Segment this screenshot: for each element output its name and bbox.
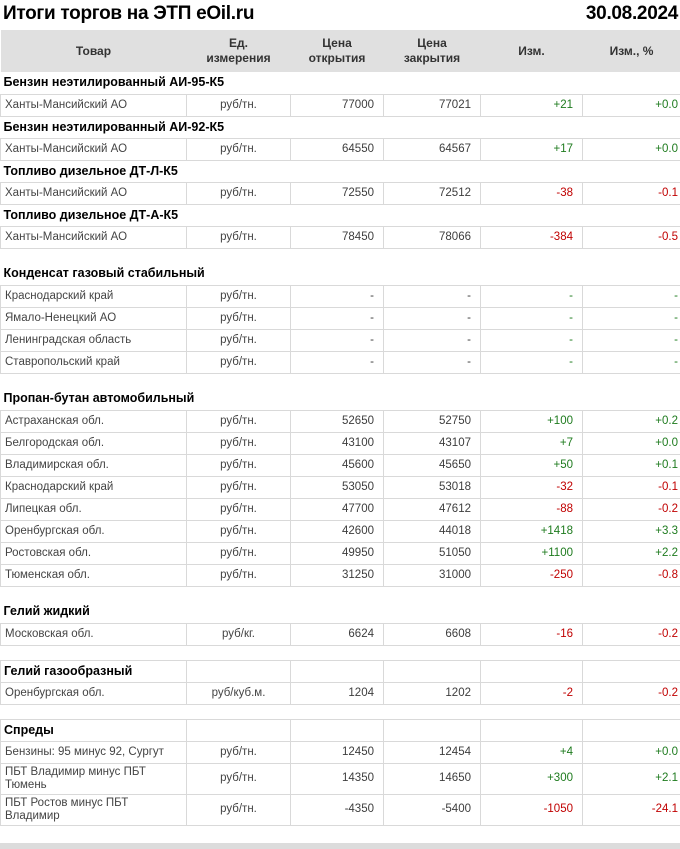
page-title: Итоги торгов на ЭТП eOil.ru: [3, 3, 255, 24]
section-header-empty-cell: [481, 719, 583, 741]
product-region-cell: Астраханская обл.: [1, 410, 187, 432]
close-price-cell: 64567: [384, 138, 481, 160]
spacer-row: [1, 586, 680, 601]
column-header-label: Цена закрытия: [403, 36, 461, 65]
unit-cell: руб/тн.: [187, 285, 291, 307]
column-header-unit: [187, 30, 291, 72]
column-header-open-price: [291, 30, 384, 72]
unit-cell: руб/тн.: [187, 794, 291, 825]
section-header-row: [1, 660, 680, 682]
change-cell: -: [481, 285, 583, 307]
change-pct-cell: -: [583, 329, 680, 351]
spacer-cell: [1, 248, 680, 263]
close-price-cell: 51050: [384, 542, 481, 564]
change-pct-cell: +2.2: [583, 542, 680, 564]
table-row: [1, 410, 680, 432]
section-header-empty-cell: [583, 660, 680, 682]
product-region-cell: Ростовская обл.: [1, 542, 187, 564]
table-row: [1, 794, 680, 825]
change-cell: +7: [481, 432, 583, 454]
table-row: [1, 94, 680, 116]
table-row: [1, 285, 680, 307]
close-price-cell: -: [384, 351, 481, 373]
product-region-cell: Ханты-Мансийский АО: [1, 226, 187, 248]
product-region-cell: Краснодарский край: [1, 285, 187, 307]
section-header-empty-cell: [291, 719, 384, 741]
table-row: [1, 351, 680, 373]
section-header-empty-cell: [187, 719, 291, 741]
section-header-row: [1, 388, 680, 410]
change-cell: -384: [481, 226, 583, 248]
change-pct-cell: +0.0: [583, 432, 680, 454]
change-cell: +17: [481, 138, 583, 160]
change-cell: -88: [481, 498, 583, 520]
change-pct-cell: -: [583, 285, 680, 307]
close-price-cell: 14650: [384, 763, 481, 794]
unit-cell: руб/тн.: [187, 741, 291, 763]
section-header-row: [1, 204, 680, 226]
close-price-cell: 52750: [384, 410, 481, 432]
change-cell: +4: [481, 741, 583, 763]
change-cell: -32: [481, 476, 583, 498]
open-price-cell: -: [291, 307, 384, 329]
open-price-cell: 64550: [291, 138, 384, 160]
table-row: [1, 226, 680, 248]
product-region-cell: Бензины: 95 минус 92, Сургут: [1, 741, 187, 763]
product-region-cell: Ленинградская область: [1, 329, 187, 351]
spacer-cell: [1, 645, 680, 660]
table-row: [1, 138, 680, 160]
table-header: [1, 30, 680, 72]
product-region-cell: Ямало-Ненецкий АО: [1, 307, 187, 329]
close-price-cell: 43107: [384, 432, 481, 454]
open-price-cell: 14350: [291, 763, 384, 794]
change-cell: -1050: [481, 794, 583, 825]
table-row: [1, 498, 680, 520]
unit-cell: руб/тн.: [187, 138, 291, 160]
open-price-cell: 49950: [291, 542, 384, 564]
spacer-cell: [1, 586, 680, 601]
unit-cell: руб/куб.м.: [187, 682, 291, 704]
close-price-cell: 1202: [384, 682, 481, 704]
unit-cell: руб/тн.: [187, 182, 291, 204]
unit-cell: руб/тн.: [187, 498, 291, 520]
close-price-cell: -: [384, 285, 481, 307]
close-price-cell: 47612: [384, 498, 481, 520]
close-price-cell: 53018: [384, 476, 481, 498]
close-price-cell: 72512: [384, 182, 481, 204]
open-price-cell: 53050: [291, 476, 384, 498]
section-title: Топливо дизельное ДТ-А-К5: [1, 204, 680, 226]
open-price-cell: 77000: [291, 94, 384, 116]
section-title: Спреды: [1, 719, 187, 741]
section-title: Гелий газообразный: [1, 660, 187, 682]
section-header-empty-cell: [384, 660, 481, 682]
table-row: [1, 564, 680, 586]
table-row: [1, 182, 680, 204]
unit-cell: руб/тн.: [187, 307, 291, 329]
change-pct-cell: +0.1: [583, 454, 680, 476]
product-region-cell: ПБТ Ростов минус ПБТ Владимир: [1, 794, 187, 825]
open-price-cell: -: [291, 329, 384, 351]
product-region-cell: Московская обл.: [1, 623, 187, 645]
change-pct-cell: +3.3: [583, 520, 680, 542]
change-pct-cell: +2.1: [583, 763, 680, 794]
open-price-cell: 12450: [291, 741, 384, 763]
column-header-label: Изм., %: [609, 43, 654, 58]
unit-cell: руб/тн.: [187, 94, 291, 116]
open-price-cell: 31250: [291, 564, 384, 586]
open-price-cell: 45600: [291, 454, 384, 476]
section-title: Гелий жидкий: [1, 601, 680, 623]
change-cell: +21: [481, 94, 583, 116]
column-header-change-pct: [583, 30, 680, 72]
change-cell: -: [481, 351, 583, 373]
change-pct-cell: -0.2: [583, 498, 680, 520]
section-title: Топливо дизельное ДТ-Л-К5: [1, 160, 680, 182]
section-header-row: [1, 72, 680, 94]
change-cell: +300: [481, 763, 583, 794]
product-region-cell: Ханты-Мансийский АО: [1, 182, 187, 204]
close-price-cell: 31000: [384, 564, 481, 586]
column-header-label: Товар: [75, 43, 112, 58]
table-row: [1, 329, 680, 351]
change-pct-cell: +0.0: [583, 94, 680, 116]
unit-cell: руб/тн.: [187, 226, 291, 248]
change-cell: -16: [481, 623, 583, 645]
close-price-cell: -: [384, 329, 481, 351]
results-table-body: [1, 72, 680, 825]
change-cell: +100: [481, 410, 583, 432]
change-cell: -: [481, 307, 583, 329]
change-cell: -: [481, 329, 583, 351]
section-header-empty-cell: [583, 719, 680, 741]
product-region-cell: Ставропольский край: [1, 351, 187, 373]
section-header-row: [1, 719, 680, 741]
spacer-row: [1, 645, 680, 660]
table-row: [1, 542, 680, 564]
change-pct-cell: -: [583, 307, 680, 329]
unit-cell: руб/тн.: [187, 454, 291, 476]
section-header-row: [1, 601, 680, 623]
table-row: [1, 741, 680, 763]
column-header-label: Изм.: [518, 43, 545, 58]
close-price-cell: 6608: [384, 623, 481, 645]
change-pct-cell: +0.0: [583, 138, 680, 160]
column-header-label: Ед. измерения: [206, 36, 271, 65]
change-pct-cell: -: [583, 351, 680, 373]
change-pct-cell: -24.1: [583, 794, 680, 825]
unit-cell: руб/тн.: [187, 520, 291, 542]
open-price-cell: 52650: [291, 410, 384, 432]
product-region-cell: Ханты-Мансийский АО: [1, 94, 187, 116]
open-price-cell: 43100: [291, 432, 384, 454]
product-region-cell: Тюменская обл.: [1, 564, 187, 586]
section-header-empty-cell: [187, 660, 291, 682]
table-row: [1, 682, 680, 704]
open-price-cell: 47700: [291, 498, 384, 520]
unit-cell: руб/тн.: [187, 329, 291, 351]
column-header-product: [1, 30, 187, 72]
close-price-cell: 44018: [384, 520, 481, 542]
title-bar: [0, 0, 680, 30]
change-cell: +1418: [481, 520, 583, 542]
section-title: Бензин неэтилированный АИ-92-К5: [1, 116, 680, 138]
product-region-cell: Ханты-Мансийский АО: [1, 138, 187, 160]
column-header-label: Цена открытия: [308, 36, 366, 65]
change-pct-cell: -0.2: [583, 682, 680, 704]
spacer-cell: [1, 373, 680, 388]
change-pct-cell: -0.1: [583, 476, 680, 498]
change-cell: +1100: [481, 542, 583, 564]
section-header-empty-cell: [291, 660, 384, 682]
change-pct-cell: -0.1: [583, 182, 680, 204]
spacer-row: [1, 704, 680, 719]
table-row: [1, 763, 680, 794]
table-row: [1, 307, 680, 329]
change-cell: -38: [481, 182, 583, 204]
change-cell: -2: [481, 682, 583, 704]
product-region-cell: ПБТ Владимир минус ПБТ Тюмень: [1, 763, 187, 794]
open-price-cell: 72550: [291, 182, 384, 204]
product-region-cell: Владимирская обл.: [1, 454, 187, 476]
table-row: [1, 623, 680, 645]
open-price-cell: 42600: [291, 520, 384, 542]
bottom-scrollbar-track[interactable]: [0, 843, 680, 849]
unit-cell: руб/тн.: [187, 763, 291, 794]
product-region-cell: Оренбургская обл.: [1, 682, 187, 704]
change-cell: +50: [481, 454, 583, 476]
product-region-cell: Оренбургская обл.: [1, 520, 187, 542]
section-title: Бензин неэтилированный АИ-95-К5: [1, 72, 680, 94]
product-region-cell: Краснодарский край: [1, 476, 187, 498]
change-pct-cell: -0.8: [583, 564, 680, 586]
product-region-cell: Белгородская обл.: [1, 432, 187, 454]
change-cell: -250: [481, 564, 583, 586]
unit-cell: руб/кг.: [187, 623, 291, 645]
open-price-cell: 6624: [291, 623, 384, 645]
close-price-cell: -: [384, 307, 481, 329]
report-date: 30.08.2024: [585, 3, 678, 24]
spacer-row: [1, 248, 680, 263]
column-header-close-price: [384, 30, 481, 72]
change-pct-cell: -0.5: [583, 226, 680, 248]
unit-cell: руб/тн.: [187, 564, 291, 586]
section-header-row: [1, 263, 680, 285]
unit-cell: руб/тн.: [187, 432, 291, 454]
close-price-cell: -5400: [384, 794, 481, 825]
unit-cell: руб/тн.: [187, 476, 291, 498]
change-pct-cell: +0.2: [583, 410, 680, 432]
open-price-cell: -: [291, 285, 384, 307]
results-table: [0, 30, 680, 826]
table-row: [1, 454, 680, 476]
open-price-cell: -4350: [291, 794, 384, 825]
table-header-row: [1, 30, 680, 72]
table-row: [1, 432, 680, 454]
section-title: Пропан-бутан автомобильный: [1, 388, 680, 410]
close-price-cell: 45650: [384, 454, 481, 476]
open-price-cell: -: [291, 351, 384, 373]
section-title: Конденсат газовый стабильный: [1, 263, 680, 285]
product-region-cell: Липецкая обл.: [1, 498, 187, 520]
change-pct-cell: -0.2: [583, 623, 680, 645]
close-price-cell: 77021: [384, 94, 481, 116]
close-price-cell: 78066: [384, 226, 481, 248]
section-header-empty-cell: [481, 660, 583, 682]
unit-cell: руб/тн.: [187, 542, 291, 564]
section-header-row: [1, 160, 680, 182]
change-pct-cell: +0.0: [583, 741, 680, 763]
section-header-row: [1, 116, 680, 138]
section-header-empty-cell: [384, 719, 481, 741]
open-price-cell: 1204: [291, 682, 384, 704]
unit-cell: руб/тн.: [187, 351, 291, 373]
close-price-cell: 12454: [384, 741, 481, 763]
column-header-change: [481, 30, 583, 72]
spacer-cell: [1, 704, 680, 719]
table-row: [1, 520, 680, 542]
table-row: [1, 476, 680, 498]
open-price-cell: 78450: [291, 226, 384, 248]
unit-cell: руб/тн.: [187, 410, 291, 432]
spacer-row: [1, 373, 680, 388]
